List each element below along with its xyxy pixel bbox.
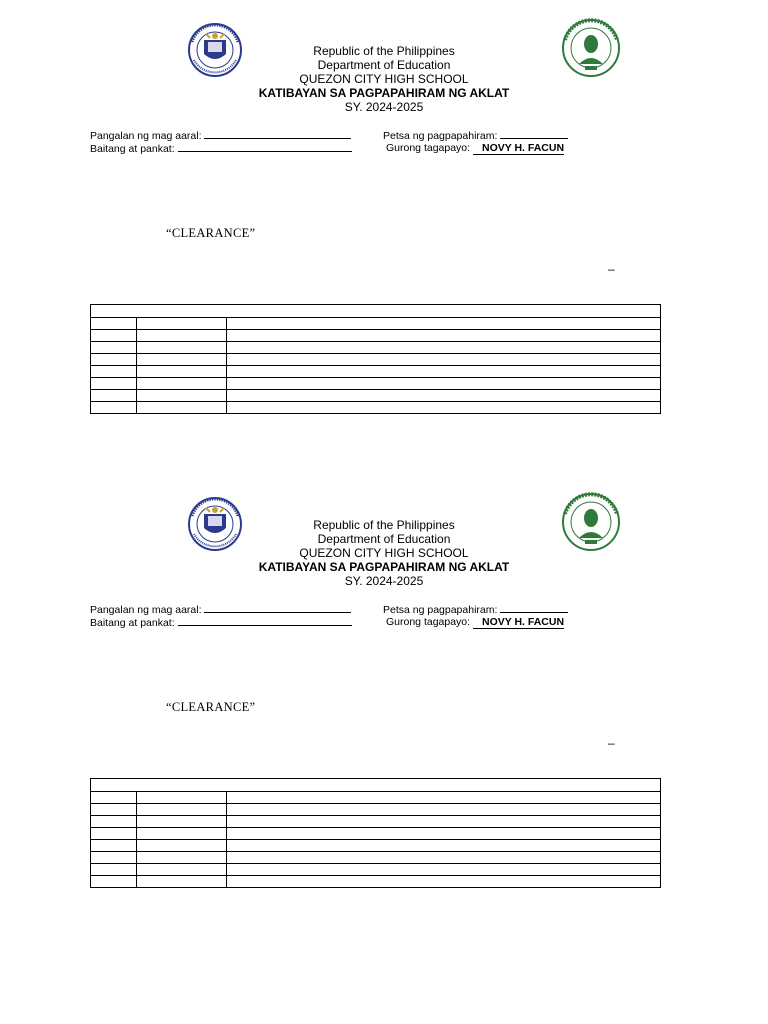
borrowing-table (90, 304, 661, 414)
clearance-form-1 (0, 0, 768, 474)
table-cell[interactable] (91, 378, 137, 390)
student-name-label: Pangalan ng mag aaral: (90, 604, 202, 616)
table-cell[interactable] (137, 852, 227, 864)
table-cell[interactable] (227, 318, 661, 330)
table-cell[interactable] (91, 792, 137, 804)
table-header-row (91, 305, 661, 318)
table-cell[interactable] (227, 792, 661, 804)
adviser-label: Gurong tagapayo: (386, 142, 471, 154)
form-header (184, 518, 584, 588)
table-cell[interactable] (227, 804, 661, 816)
table-header-row (91, 779, 661, 792)
adviser-label: Gurong tagapayo: (386, 616, 471, 628)
table-cell[interactable] (137, 876, 227, 888)
clearance-heading: “CLEARANCE” (166, 226, 256, 240)
table-cell[interactable] (227, 390, 661, 402)
table-cell[interactable] (227, 378, 661, 390)
table-row (91, 378, 661, 390)
table-cell[interactable] (91, 318, 137, 330)
adviser-field (386, 616, 564, 628)
table-row (91, 318, 661, 330)
table-row (91, 792, 661, 804)
school-name: QUEZON CITY HIGH SCHOOL (299, 546, 469, 560)
table-cell[interactable] (227, 828, 661, 840)
borrowing-table (90, 778, 661, 888)
table-cell[interactable] (227, 366, 661, 378)
dash-mark: – (608, 262, 615, 276)
school-name: QUEZON CITY HIGH SCHOOL (299, 72, 469, 86)
student-name-blank[interactable] (204, 129, 351, 139)
borrow-date-blank[interactable] (500, 603, 568, 613)
table-cell[interactable] (91, 804, 137, 816)
table-cell[interactable] (91, 864, 137, 876)
table-cell[interactable] (91, 852, 137, 864)
table-row (91, 840, 661, 852)
grade-section-field (90, 142, 352, 155)
form-title: KATIBAYAN SA PAGPAPAHIRAM NG AKLAT (258, 560, 510, 574)
table-cell[interactable] (227, 840, 661, 852)
table-cell[interactable] (227, 864, 661, 876)
table-cell[interactable] (137, 354, 227, 366)
table-cell[interactable] (137, 342, 227, 354)
republic-line: Republic of the Philippines (313, 44, 455, 58)
department-line: Department of Education (317, 58, 451, 72)
borrow-date-field (383, 129, 568, 142)
table-cell[interactable] (91, 840, 137, 852)
table-row (91, 390, 661, 402)
table-cell[interactable] (137, 864, 227, 876)
table-cell[interactable] (137, 330, 227, 342)
grade-section-blank[interactable] (178, 142, 352, 152)
form-header (184, 44, 584, 114)
table-cell[interactable] (91, 390, 137, 402)
grade-section-label: Baitang at pankat: (90, 617, 175, 629)
table-cell[interactable] (137, 318, 227, 330)
table-cell[interactable] (91, 828, 137, 840)
table-cell[interactable] (227, 354, 661, 366)
grade-section-field (90, 616, 352, 629)
table-cell[interactable] (137, 792, 227, 804)
adviser-value: NOVY H. FACUN (473, 616, 564, 629)
department-line: Department of Education (317, 532, 451, 546)
table-row (91, 852, 661, 864)
table-cell[interactable] (227, 402, 661, 414)
adviser-field (386, 142, 564, 154)
student-name-blank[interactable] (204, 603, 351, 613)
table-row (91, 366, 661, 378)
school-year: SY. 2024-2025 (344, 574, 424, 588)
table-cell[interactable] (91, 366, 137, 378)
table-cell[interactable] (137, 840, 227, 852)
table-row (91, 354, 661, 366)
student-name-field (90, 129, 351, 142)
table-cell[interactable] (137, 378, 227, 390)
borrow-date-label: Petsa ng pagpapahiram: (383, 604, 498, 616)
table-row (91, 816, 661, 828)
clearance-heading: “CLEARANCE” (166, 700, 256, 714)
table-row (91, 342, 661, 354)
form-title: KATIBAYAN SA PAGPAPAHIRAM NG AKLAT (258, 86, 510, 100)
school-year: SY. 2024-2025 (344, 100, 424, 114)
borrow-date-blank[interactable] (500, 129, 568, 139)
table-cell[interactable] (91, 305, 661, 318)
table-cell[interactable] (227, 816, 661, 828)
clearance-form-2 (0, 474, 768, 948)
table-cell[interactable] (91, 342, 137, 354)
student-name-label: Pangalan ng mag aaral: (90, 130, 202, 142)
table-cell[interactable] (91, 876, 137, 888)
table-row (91, 402, 661, 414)
table-cell[interactable] (91, 354, 137, 366)
table-cell[interactable] (227, 852, 661, 864)
table-row (91, 876, 661, 888)
dash-mark: – (608, 736, 615, 750)
table-cell[interactable] (91, 779, 661, 792)
table-cell[interactable] (227, 342, 661, 354)
borrow-date-label: Petsa ng pagpapahiram: (383, 130, 498, 142)
table-cell[interactable] (91, 330, 137, 342)
borrow-date-field (383, 603, 568, 616)
table-cell[interactable] (137, 828, 227, 840)
table-row (91, 864, 661, 876)
table-cell[interactable] (227, 876, 661, 888)
table-cell[interactable] (91, 816, 137, 828)
republic-line: Republic of the Philippines (313, 518, 455, 532)
table-cell[interactable] (137, 816, 227, 828)
table-cell[interactable] (137, 390, 227, 402)
table-cell[interactable] (227, 330, 661, 342)
table-row (91, 330, 661, 342)
student-name-field (90, 603, 351, 616)
table-cell[interactable] (137, 804, 227, 816)
table-row (91, 828, 661, 840)
table-row (91, 804, 661, 816)
table-cell[interactable] (137, 402, 227, 414)
grade-section-label: Baitang at pankat: (90, 143, 175, 155)
adviser-value: NOVY H. FACUN (473, 142, 564, 155)
table-cell[interactable] (91, 402, 137, 414)
grade-section-blank[interactable] (178, 616, 352, 626)
table-cell[interactable] (137, 366, 227, 378)
